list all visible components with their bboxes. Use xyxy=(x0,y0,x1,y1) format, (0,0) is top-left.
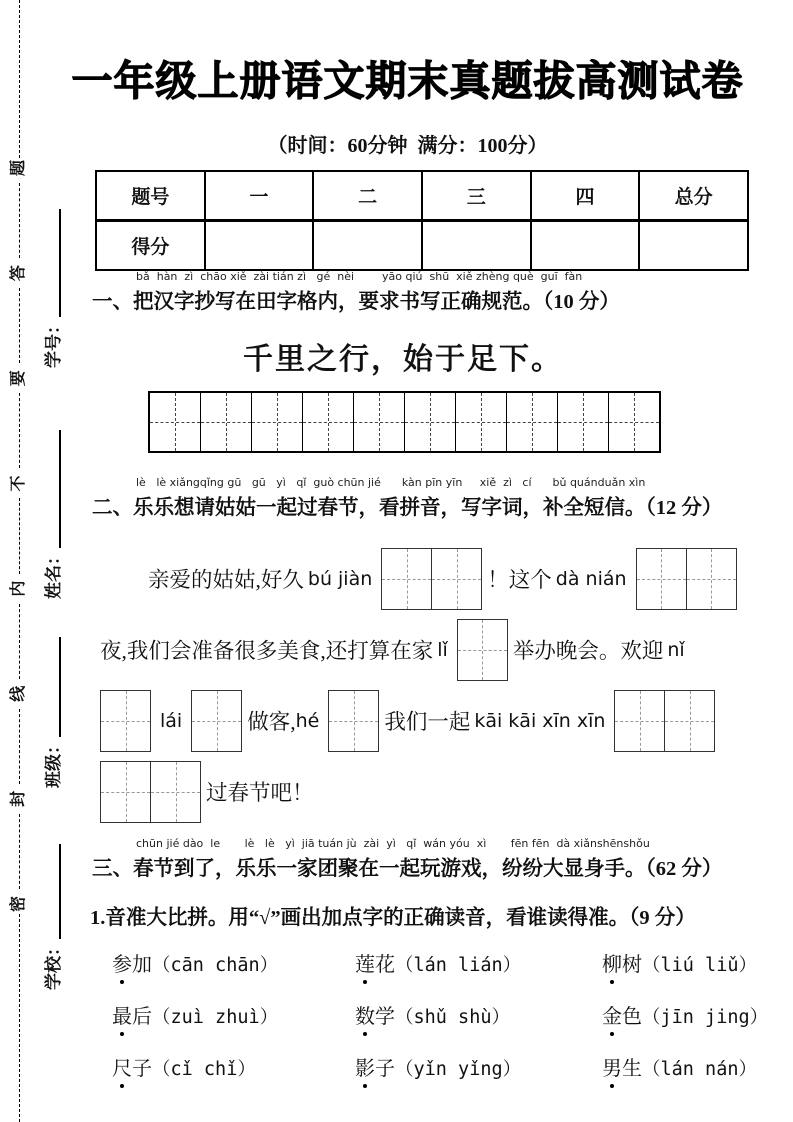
field-label-name: 姓名： xyxy=(43,548,63,599)
word-rest: 学 xyxy=(375,1006,395,1028)
word-dotted-char: 数 xyxy=(355,1000,375,1029)
field-label-class: 班级： xyxy=(43,737,63,788)
letter-text: 举办晚会。欢迎 xyxy=(512,639,664,663)
student-info-fields xyxy=(34,0,68,1122)
pinyin-options[interactable]: （jīn jing） xyxy=(642,1007,769,1028)
seal-char: 题 xyxy=(10,160,27,177)
exam-subtitle: （时间：60分钟 满分：100分） xyxy=(267,135,548,157)
tianzige-cell[interactable] xyxy=(456,393,507,451)
seal-char: 线 xyxy=(10,685,27,702)
seal-dash-line xyxy=(19,709,20,784)
word-rest: 后 xyxy=(132,1006,152,1028)
field-label-school: 学校： xyxy=(43,939,63,990)
seal-dash-line xyxy=(19,604,20,679)
answer-cell xyxy=(637,549,687,609)
field-label-number: 学号： xyxy=(43,317,63,368)
seal-line xyxy=(6,0,32,1122)
answer-cell xyxy=(329,691,378,751)
answer-cell xyxy=(192,691,241,751)
tianzige-cell[interactable] xyxy=(303,393,354,451)
score-table-score-row xyxy=(96,221,748,271)
tianzige-cell[interactable] xyxy=(201,393,252,451)
question-1-text: 1.音准大比拼。用“√”画出加点字的正确读音，看谁读得准。（9 分） xyxy=(90,907,696,929)
pinyin-options[interactable]: （shǔ shù） xyxy=(395,1007,510,1028)
letter-pinyin: hé xyxy=(295,709,320,732)
letter-pinyin: lái xyxy=(160,709,183,732)
section-3-text: 三、春节到了，乐乐一家团聚在一起玩游戏，纷纷大显身手。（62 分） xyxy=(92,857,723,880)
answer-box[interactable] xyxy=(614,690,715,752)
seal-dash-line xyxy=(19,498,20,573)
word-item xyxy=(582,1000,784,1029)
answer-cell xyxy=(382,549,432,609)
word-rest: 树 xyxy=(622,954,642,976)
answer-cell xyxy=(615,691,665,751)
word-rest: 加 xyxy=(132,954,152,976)
pinyin-options[interactable]: （cān chān） xyxy=(152,955,279,976)
word-dotted-char: 男 xyxy=(602,1052,622,1081)
copy-sentence: 千里之行，始于足下。 xyxy=(243,343,563,376)
word-item xyxy=(582,1052,784,1081)
score-table-header-cell: 二 xyxy=(313,171,422,221)
letter-pinyin: lǐ xyxy=(437,638,448,661)
letter-text: 做客, xyxy=(247,710,296,734)
word-item xyxy=(92,948,335,977)
score-input-cell[interactable] xyxy=(205,221,314,271)
answer-box[interactable] xyxy=(457,619,508,681)
seal-char: 内 xyxy=(10,580,27,597)
pinyin-options[interactable]: （lán lián） xyxy=(395,955,522,976)
word-dotted-char: 莲 xyxy=(355,948,375,977)
letter-line xyxy=(100,614,772,685)
answer-cell xyxy=(151,762,200,822)
letter-text: 过春节吧！ xyxy=(206,781,314,805)
word-item xyxy=(335,948,582,977)
letter-pinyin: kāi kāi xīn xīn xyxy=(474,709,606,732)
pinyin-options[interactable]: （zuì zhuì） xyxy=(152,1007,279,1028)
section-1-text: 一、把汉字抄写在田字格内，要求书写正确规范。（10 分） xyxy=(92,290,620,313)
letter-text: 我们一起 xyxy=(384,710,471,734)
score-table-header-cell: 题号 xyxy=(96,171,205,221)
tianzige-cell[interactable] xyxy=(252,393,303,451)
field-blank-number[interactable] xyxy=(47,209,61,317)
word-rest: 花 xyxy=(375,954,395,976)
seal-dash-line xyxy=(19,814,20,889)
answer-box[interactable] xyxy=(100,690,151,752)
section-2-text: 二、乐乐想请姑姑一起过春节，看拼音，写字词，补全短信。（12 分） xyxy=(92,496,723,519)
answer-box[interactable] xyxy=(191,690,242,752)
score-table-header-row xyxy=(96,171,748,221)
pinyin-options[interactable]: （liú liǔ） xyxy=(642,955,757,976)
field-blank-school[interactable] xyxy=(47,844,61,939)
answer-cell xyxy=(665,691,714,751)
word-rest: 色 xyxy=(622,1006,642,1028)
word-dotted-char: 参 xyxy=(112,948,132,977)
seal-char: 封 xyxy=(10,790,27,807)
score-table-header-cell: 三 xyxy=(422,171,531,221)
section-2-heading xyxy=(92,477,772,520)
seal-char: 答 xyxy=(10,265,27,282)
answer-cell xyxy=(432,549,481,609)
score-table-header-cell: 四 xyxy=(531,171,640,221)
section-3-heading xyxy=(92,838,772,881)
exam-title: 一年级上册语文期末真题拔高测试卷 xyxy=(71,58,744,104)
letter-body xyxy=(100,543,772,827)
letter-text: 夜,我们会准备很多美食,还打算在家 xyxy=(100,639,434,663)
word-dotted-char: 金 xyxy=(602,1000,622,1029)
letter-pinyin: dà nián xyxy=(555,567,627,590)
tianzige-cell[interactable] xyxy=(558,393,609,451)
pinyin-options[interactable]: （cǐ chǐ） xyxy=(152,1059,256,1080)
tianzige-cell[interactable] xyxy=(150,393,201,451)
seal-char: 密 xyxy=(10,895,27,912)
word-dotted-char: 柳 xyxy=(602,948,622,977)
tianzige-cell[interactable] xyxy=(609,393,659,451)
letter-pinyin: bú jiàn xyxy=(307,567,373,590)
letter-line xyxy=(100,685,772,756)
word-item xyxy=(92,1000,335,1029)
seal-dash-line xyxy=(19,0,20,158)
seal-dash-line xyxy=(19,288,20,363)
answer-cell xyxy=(101,762,151,822)
word-dotted-char: 最 xyxy=(112,1000,132,1029)
question-1-word-grid xyxy=(92,948,784,1081)
letter-text: ！这个 xyxy=(487,568,552,592)
answer-box[interactable] xyxy=(328,690,379,752)
word-item xyxy=(92,1052,335,1081)
word-dotted-char: 尺 xyxy=(112,1052,132,1081)
score-table-header-cell: 一 xyxy=(205,171,314,221)
score-input-cell[interactable] xyxy=(313,221,422,271)
pinyin-options[interactable]: （yǐn yǐng） xyxy=(395,1059,522,1080)
tianzige-cell[interactable] xyxy=(354,393,405,451)
letter-line xyxy=(100,543,772,614)
letter-line xyxy=(100,756,772,827)
word-item xyxy=(582,948,784,977)
answer-cell xyxy=(687,549,736,609)
seal-dash-line xyxy=(19,183,20,258)
field-blank-class[interactable] xyxy=(47,637,61,737)
answer-box[interactable] xyxy=(636,548,737,610)
score-row-label: 得分 xyxy=(96,221,205,271)
seal-char: 要 xyxy=(10,370,27,387)
score-table-header-cell: 总分 xyxy=(639,171,748,221)
section-3-pinyin: chūn jié dào le lè lè yì jiā tuán jù zài yì qǐ wán yóu xì fēn fēn dà xiǎnshēnshǒu xyxy=(136,837,650,850)
score-input-cell[interactable] xyxy=(531,221,640,271)
word-rest: 子 xyxy=(132,1058,152,1080)
tianzige-cell[interactable] xyxy=(405,393,456,451)
seal-dash-line xyxy=(19,914,20,1122)
seal-dash-line xyxy=(19,393,20,468)
section-2-pinyin: lè lè xiǎngqǐng gū gū yì qǐ guò chūn jié kàn pīn yīn xiě zì cí bǔ quánduǎn xìn xyxy=(136,476,646,489)
word-item xyxy=(335,1000,582,1029)
letter-pinyin: nǐ xyxy=(667,638,685,661)
answer-cell xyxy=(458,620,507,680)
score-input-cell[interactable] xyxy=(639,221,748,271)
word-item xyxy=(335,1052,582,1081)
answer-box[interactable] xyxy=(381,548,482,610)
pinyin-options[interactable]: （lán nán） xyxy=(642,1059,757,1080)
seal-char: 不 xyxy=(10,475,27,492)
score-table xyxy=(95,170,749,271)
word-dotted-char: 影 xyxy=(355,1052,375,1081)
letter-text: 亲爱的姑姑,好久 xyxy=(148,568,304,592)
section-1-pinyin: bǎ hàn zì chāo xiě zài tián zì gé nèi yāo qiú shū xiě zhèng què guī fàn xyxy=(136,270,583,283)
answer-box[interactable] xyxy=(100,761,201,823)
section-1-heading xyxy=(92,271,772,314)
word-rest: 子 xyxy=(375,1058,395,1080)
answer-cell xyxy=(101,691,150,751)
score-input-cell[interactable] xyxy=(422,221,531,271)
writing-grid xyxy=(148,391,661,453)
tianzige-cell[interactable] xyxy=(507,393,558,451)
field-blank-name[interactable] xyxy=(47,430,61,548)
word-rest: 生 xyxy=(622,1058,642,1080)
